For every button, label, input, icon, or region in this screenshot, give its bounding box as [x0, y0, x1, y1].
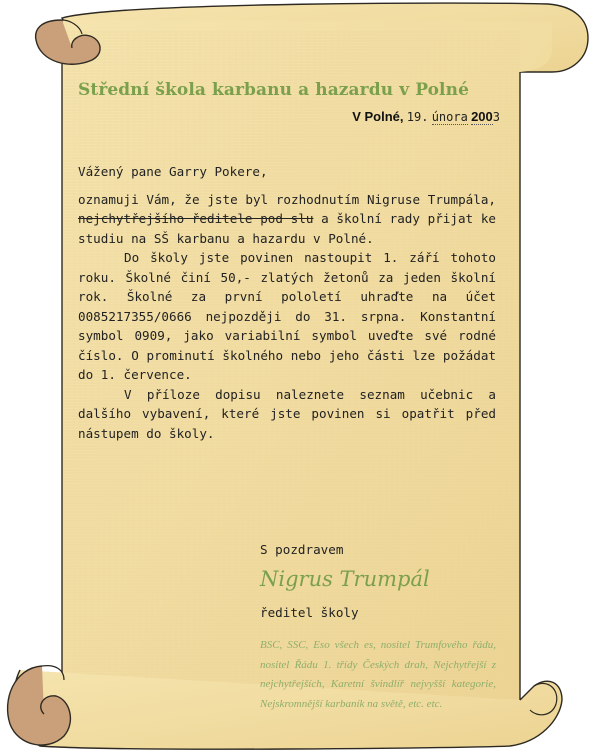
date-year-last-digit: 3 [492, 110, 500, 124]
paragraph-tuition: Do školy jste povinen nastoupit 1. září tohoto roku. Školné činí 50,- zlatých žetonů za jeden školní rok. Školné za první pololetí uhraďte na účet 0085217355/0666 nejpozději do 31. srpna. Konstantní symbol 0909, jako variabilní symbol uveďte své rodné číslo. O prominutí školného nebo jeho části lze požádat do 1. července. [78, 250, 496, 382]
struck-text: nejchytřejšího ředitele pod slu [78, 211, 314, 226]
salutation: Vážený pane Garry Pokere, [78, 164, 268, 179]
date-line [352, 109, 500, 125]
letter-body [78, 162, 496, 443]
paragraph-admission [78, 190, 496, 249]
signer-titles: BSC, SSC, Eso všech es, nositel Trumfového řádu, nositel Řádu 1. třídy Českých drah, Nejchytřejší z nejchytřejších, Karetní švindlíř nejvyšší kategorie, Nejskromnější karbaník na světě, etc. etc. [260, 639, 496, 710]
paragraph-admission-text-end: a školní rady přijat ke studiu na SŠ karbanu a hazardu v Polné. [78, 211, 496, 246]
paragraph-admission-text: oznamuji Vám, že jste byl rozhodnutím Nigruse Trumpála, [78, 191, 496, 207]
closing-greeting: S pozdravem [260, 542, 344, 557]
school-title: Střední škola karbanu a hazardu v Polné [78, 80, 469, 100]
date-day: 19. [406, 110, 429, 124]
date-year: 200 [471, 109, 493, 124]
signer-role: ředitel školy [260, 605, 359, 620]
date-month: února [431, 110, 468, 124]
date-place: V Polné, [352, 109, 404, 124]
signature: Nigrus Trumpál [260, 567, 430, 591]
paragraph-attachment: V příloze dopisu naleznete seznam učebnic a dalšího vybavení, které jste povinen si opatřit před nástupem do školy. [78, 386, 496, 441]
